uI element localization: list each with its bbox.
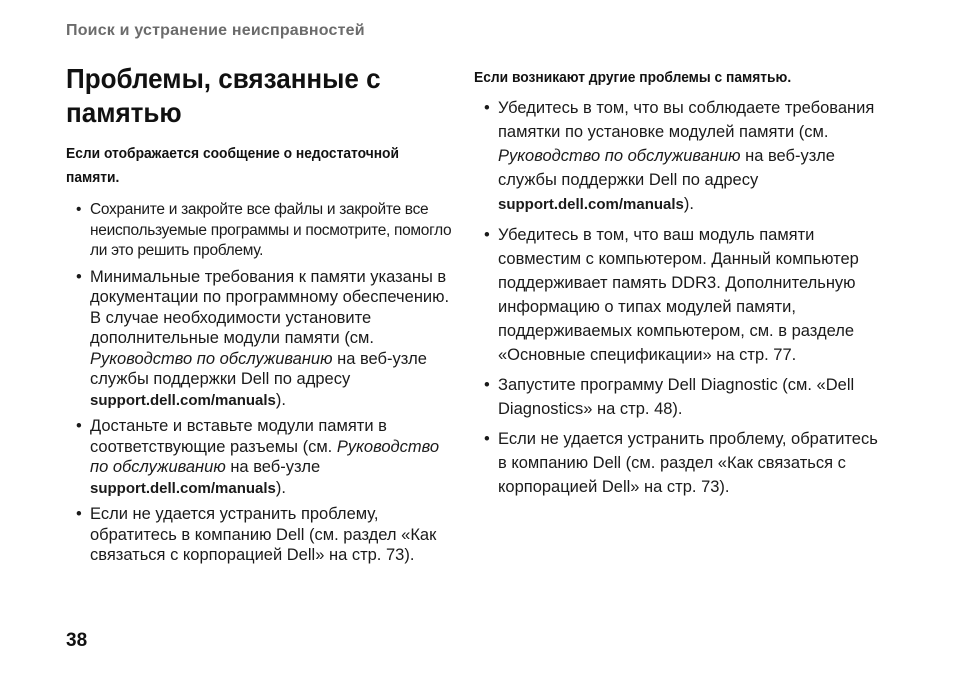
page-number: 38 bbox=[66, 630, 88, 651]
bullet-list-other-problems bbox=[474, 96, 884, 499]
manual-reference: Руководство по обслуживанию bbox=[90, 437, 440, 476]
manual-reference: Руководство по обслуживанию bbox=[90, 349, 333, 368]
support-url: support.dell.com/manuals bbox=[90, 391, 276, 409]
list-item: • Убедитесь в том, что вы соблюдаете требования памятки по установке модулей памяти (см. Руководство по обслуживанию на веб-узле службы поддержки Dell по адресу support.dell.com/manuals). bbox=[474, 96, 884, 217]
list-item: • Убедитесь в том, что ваш модуль памяти совместим с компьютером. Данный компьютер поддерживает память DDR3. Дополнительную информацию о типах модулей памяти, поддерживаемых компьютером, см. в разделе «Основные спецификации» на стр. 77. bbox=[474, 223, 884, 367]
section-subheading-low-memory: Если отображается сообщение о недостаточной памяти. bbox=[66, 145, 399, 186]
bullet-icon: • bbox=[76, 505, 82, 523]
bullet-icon: • bbox=[76, 201, 82, 218]
running-header: Поиск и устранение неисправностей bbox=[66, 22, 365, 39]
manual-reference: Руководство по обслуживанию bbox=[498, 147, 741, 165]
bullet-icon: • bbox=[484, 376, 490, 394]
list-item: • Если не удается устранить проблему, обратитесь в компанию Dell (см. раздел «Как связаться с корпорацией Dell» на стр. 73). bbox=[76, 505, 437, 564]
bullet-list-low-memory bbox=[66, 200, 456, 566]
bullet-icon: • bbox=[76, 267, 82, 286]
list-item: • Достаньте и вставьте модули памяти в соответствующие разъемы (см. Руководство по обслуживанию на веб-узле support.dell.com/manuals). bbox=[76, 417, 440, 497]
section-subheading-other-problems: Если возникают другие проблемы с памятью. bbox=[474, 69, 792, 86]
bullet-icon: • bbox=[76, 417, 82, 435]
list-item: • Если не удается устранить проблему, обратитесь в компанию Dell (см. раздел «Как связаться с корпорацией Dell» на стр. 73). bbox=[474, 427, 884, 499]
right-column bbox=[474, 66, 884, 505]
bullet-icon: • bbox=[484, 99, 490, 117]
list-item: • Сохраните и закройте все файлы и закройте все неиспользуемые программы и посмотрите, помогло ли это решить проблему. bbox=[76, 201, 452, 259]
support-url: support.dell.com/manuals bbox=[498, 196, 684, 213]
bullet-icon: • bbox=[484, 430, 490, 448]
support-url: support.dell.com/manuals bbox=[90, 479, 276, 497]
list-item: • Запустите программу Dell Diagnostic (см. «Dell Diagnostics» на стр. 48). bbox=[474, 373, 884, 421]
list-item: • Минимальные требования к памяти указаны в документации по программному обеспечению. В случае необходимости установите дополнительные модули памяти (см. Руководство по обслуживанию на веб-узле службы поддержки Dell по адресу support.dell.com/manuals). bbox=[76, 267, 450, 409]
bullet-icon: • bbox=[484, 226, 490, 244]
page-title: Проблемы, связанные с памятью bbox=[66, 63, 381, 128]
left-column bbox=[66, 62, 456, 571]
